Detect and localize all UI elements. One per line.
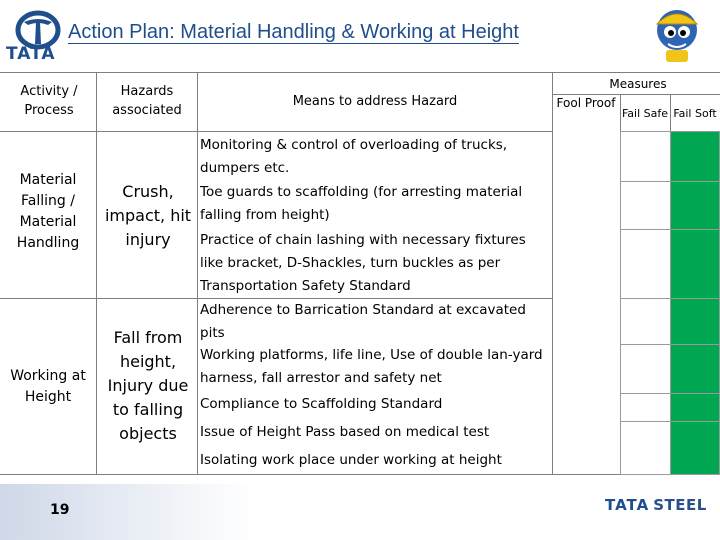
- brand-logo-text: TATA: [6, 44, 56, 64]
- footer-brand-logo: [605, 496, 707, 514]
- hazard-fall-from-height: Fall from height, Injury due to falling objects: [107, 328, 189, 443]
- fail-soft-cell: [670, 298, 720, 345]
- fail-safe-cell: [620, 298, 671, 345]
- means-item: Issue of Height Pass based on medical test: [200, 424, 490, 440]
- fail-soft-cell: [670, 344, 720, 394]
- means-item: Isolating work place under working at height: [200, 452, 502, 468]
- fail-safe-cell: [620, 131, 671, 182]
- footer-brand-suffix: STEEL: [653, 496, 707, 514]
- activity-working-at-height: Working at Height: [10, 368, 86, 405]
- footer-brand-name: TATA: [605, 496, 650, 514]
- means-item: Monitoring & control of overloading of trucks, dumpers etc.: [200, 137, 508, 176]
- header-fail-safe: Fail Safe: [621, 107, 669, 120]
- fail-safe-cell: [620, 421, 671, 475]
- col-divider-1: [96, 72, 97, 474]
- col-divider-3: [552, 72, 553, 474]
- header-hazards: Hazards associated: [112, 84, 182, 118]
- fail-soft-cell: [670, 421, 720, 475]
- fail-safe-cell: [620, 181, 671, 230]
- header-means: Means to address Hazard: [292, 94, 458, 109]
- fail-soft-cell: [670, 229, 720, 299]
- means-item: Compliance to Scaffolding Standard: [200, 396, 443, 412]
- fail-soft-cell: [670, 181, 720, 230]
- means-item: Toe guards to scaffolding (for arresting material falling from height): [200, 184, 523, 223]
- header-fool-proof: Fool Proof: [556, 96, 616, 110]
- table-top-border: [0, 72, 720, 73]
- col-divider-2: [197, 72, 198, 474]
- means-item: Adherence to Barrication Standard at excavated pits: [200, 302, 526, 341]
- fail-safe-cell: [620, 344, 671, 394]
- fail-soft-cell: [670, 393, 720, 422]
- table-bottom-border: [0, 474, 720, 475]
- fail-safe-cell: [620, 393, 671, 422]
- header-measures: Measures: [609, 77, 667, 91]
- means-item: Working platforms, life line, Use of double lan-yard harness, fall arrestor and safety net: [200, 347, 543, 386]
- activity-material-handling: Material Falling / Material Handling: [16, 172, 80, 251]
- header-bottom-border: [0, 131, 552, 132]
- hazard-crush-impact: Crush, impact, hit injury: [104, 182, 192, 249]
- header-activity: Activity / Process: [20, 84, 78, 118]
- fail-safe-cell: [620, 229, 671, 299]
- page-number: 19: [50, 502, 70, 518]
- header-fail-soft: Fail Soft: [673, 107, 717, 120]
- means-item: Practice of chain lashing with necessary fixtures like bracket, D-Shackles, turn buckles as per Transportation Safety Standard: [200, 232, 526, 294]
- safety-mascot-icon: [648, 2, 706, 64]
- fail-soft-cell: [670, 131, 720, 182]
- slide-title: Action Plan: Material Handling & Working at Height: [68, 21, 519, 43]
